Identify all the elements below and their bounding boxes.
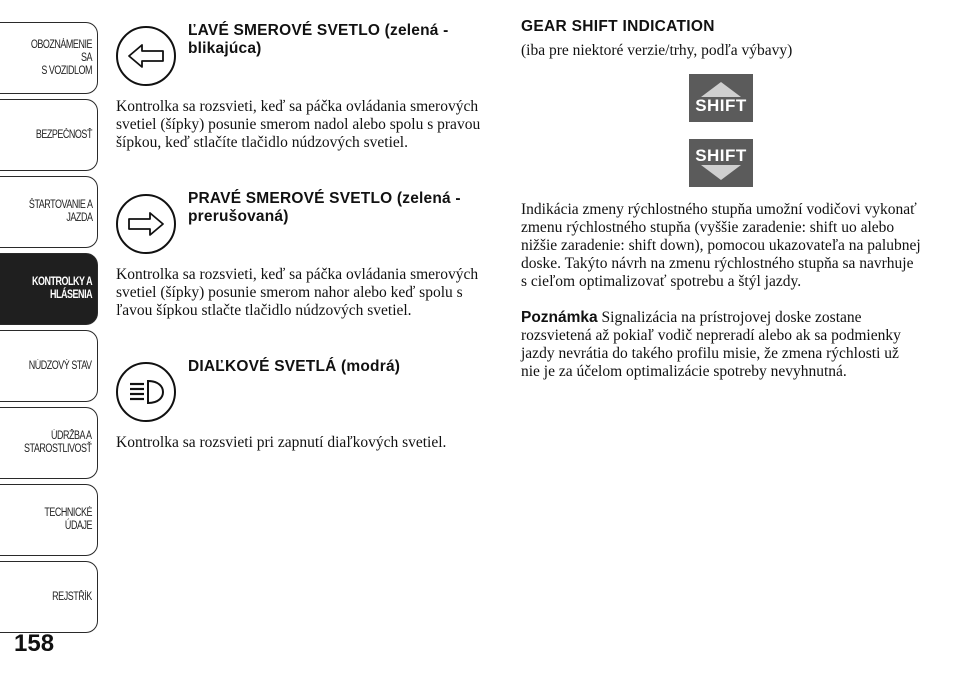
high-beam-text: Kontrolka sa rozsvieti pri zapnutí diaľkových svetiel. xyxy=(116,434,447,451)
tab-safety[interactable]: BEZPEČNOSŤ xyxy=(0,99,98,171)
left-turn-heading: ĽAVÉ SMEROVÉ SVETLO (zelená - blikajúca) xyxy=(188,22,449,57)
gear-shift-heading: GEAR SHIFT INDICATION xyxy=(521,18,715,35)
note-paragraph xyxy=(521,309,921,381)
gear-shift-subtitle: (iba pre niektoré verzie/trhy, podľa výbavy) xyxy=(521,42,793,59)
note-label: Poznámka xyxy=(521,309,598,326)
right-column xyxy=(521,18,921,381)
left-turn-arrow-icon xyxy=(116,26,176,86)
right-turn-heading: PRAVÉ SMEROVÉ SVETLO (zelená - prerušovaná) xyxy=(188,190,461,225)
high-beam-heading: DIAĽKOVÉ SVETLÁ (modrá) xyxy=(188,358,401,375)
left-turn-text: Kontrolka sa rozsvieti, keď sa páčka ovládania smerových svetiel (šípky) posunie smerom nadol alebo spolu s pravou šípkou, keď stlačíte tlačidlo núdzových svetiel. xyxy=(116,98,481,151)
tab-technical-data[interactable]: TECHNICKÉ ÚDAJE xyxy=(0,484,98,556)
tab-starting[interactable]: ŠTARTOVANIE A JAZDA xyxy=(0,176,98,248)
arrow-down-icon xyxy=(701,165,741,180)
gear-shift-paragraph: Indikácia zmeny rýchlostného stupňa umožní vodičovi vykonať zmenu rýchlostného stupňa (vyššie zaradenie: shift uo alebo nižšie zaradenie: shift down), pomocou ukazovateľa na palubnej doske. Takýto návrh na zmenu rýchlostného stupňa sa navrhuje s cieľom optimalizovať spotrebu a štýl jazdy. xyxy=(521,201,921,290)
note-text: Signalizácia na prístrojovej doske zostane rozsvietená až pokiaľ vodič nepreradí alebo ak sa podmienky jazdy nevrátia do takého profilu misie, že zmena rýchlosti už nie je za účelom optimalizácie spotreby nevyhnutná. xyxy=(521,309,901,380)
right-turn-arrow-icon xyxy=(116,194,176,254)
right-turn-text: Kontrolka sa rozsvieti, keď sa páčka ovládania smerových svetiel (šípky) posunie smerom nahor alebo keď spolu s ľavou šípkou stlačte tlačidlo núdzových svetiel. xyxy=(116,266,479,319)
tab-warning-lights[interactable]: KONTROLKY A HLÁSENIA xyxy=(0,253,98,325)
high-beam-icon xyxy=(116,362,176,422)
tab-emergency[interactable]: NÚDZOVÝ STAV xyxy=(0,330,98,402)
page-number: 158 xyxy=(14,630,55,657)
shift-down-label: SHIFT xyxy=(695,145,747,165)
tab-index[interactable]: REJSTŘÍK xyxy=(0,561,98,633)
shift-down-indicator xyxy=(689,139,753,187)
shift-up-label: SHIFT xyxy=(695,95,747,115)
tab-maintenance[interactable]: ÚDRŽBA A STAROSTLIVOSŤ xyxy=(0,407,98,479)
arrow-up-icon xyxy=(701,82,741,97)
tab-intro[interactable]: OBOZNÁMENIE SA S VOZIDLOM xyxy=(0,22,98,94)
shift-up-indicator xyxy=(689,74,753,122)
